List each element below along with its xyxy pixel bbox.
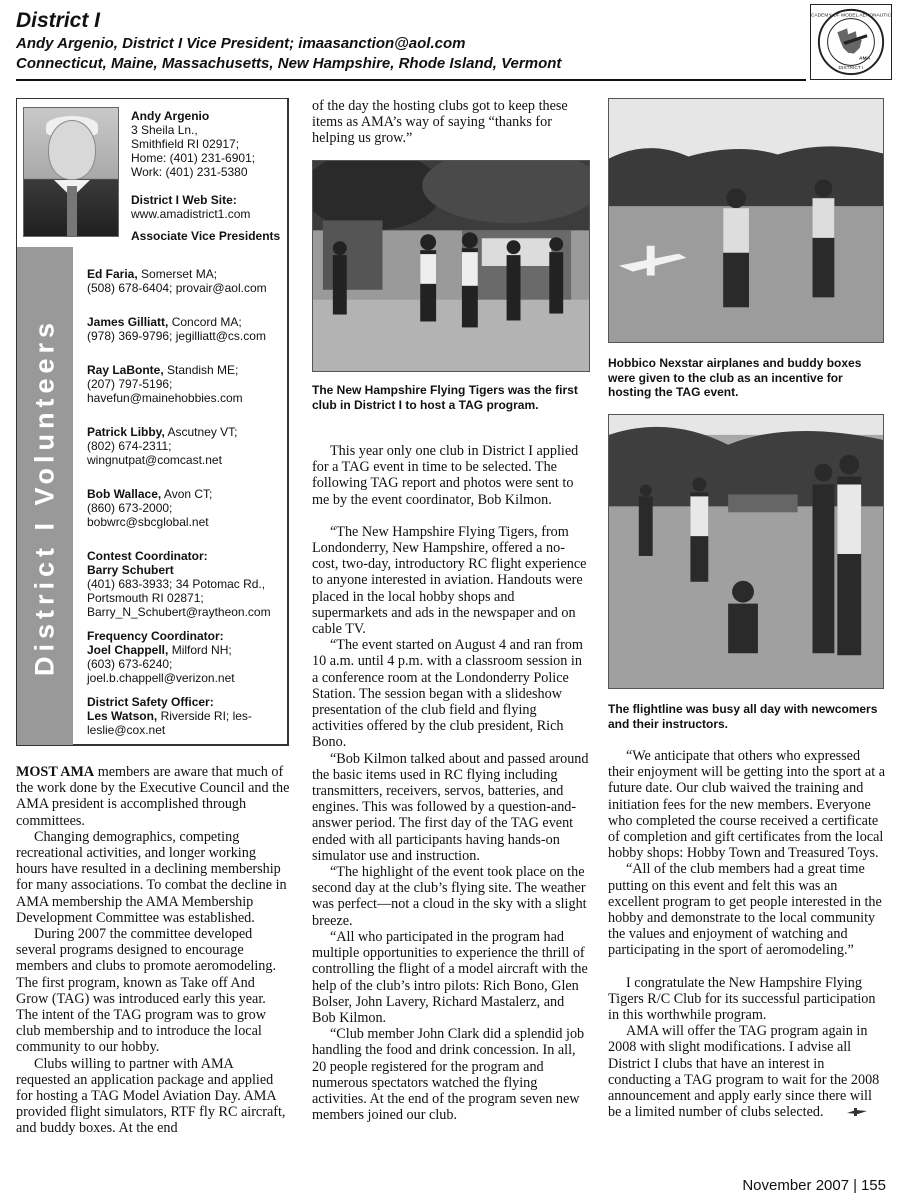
associate-entry: Patrick Libby, Ascutney VT; (802) 674-2311; wingnutpat@comcast.net [87, 425, 238, 467]
article-paragraph: I congratulate the New Hampshire Flying Tigers R/C Club for its successful participation in this worthwhile program. [608, 974, 876, 1024]
vp-contact-block [131, 109, 286, 243]
district-title: District I [16, 9, 101, 32]
article-paragraph: During 2007 the committee developed several programs designed to encourage members and clubs to promote aeromodeling. The first program, known as Take off And Grow (TAG) was introduced early this year. The intent of the TAG program was to grow club membership and to introduce the local community to our hobby. [16, 926, 277, 1056]
volunteers-vertical-title: District I Volunteers [29, 317, 60, 677]
article-paragraph: “All who participated in the program had multiple opportunities to experience the thrill of controlling the flight of a model aircraft with the help of the club’s intro pilots: Rich Bono, Glen Bolser, John Lavery, Richard Mastalerz, and Bob Kilmon. [312, 928, 588, 1026]
ama-seal-icon [811, 5, 891, 79]
article-paragraph: AMA will offer the TAG program again in 2008 with slight modifications. I advise all District I clubs that have an interest in conducting a TAG program to wait for the 2008 announcement and apply early since there will be a limited number of clubs selected. [608, 1023, 880, 1121]
article-column-2-top [312, 98, 588, 147]
states-line: Connecticut, Maine, Massachusetts, New Hampshire, Rhode Island, Vermont [16, 55, 562, 72]
photo-caption-3: The flightline was busy all day with newcomers and their instructors. [608, 702, 878, 731]
article-paragraph: “Club member John Clark did a splendid job handling the food and drink concession. In all, 20 people registered for the program and numerous spectators watched the flying activities. At the end of the program seven new members joined our club. [312, 1026, 585, 1124]
article-paragraph: “The event started on August 4 and ran from 10 a.m. until 4 p.m. with a classroom session in a conference room at the Londonderry Police Station. The session began with a slideshow presentation of the club field and flying activities offered by the club president, Rich Bono. [312, 637, 583, 751]
article-paragraph: This year only one club in District I applied for a TAG event in time to be selected. The following TAG report and photos were sent to me by the event coordinator, Bob Kilmon. [312, 443, 579, 508]
ama-district-logo [810, 4, 892, 80]
svg-text:DISTRICT I: DISTRICT I [838, 66, 864, 72]
article-paragraph: “Bob Kilmon talked about and passed around the basic items used in RC flying including transmitters, receivers, servos, batteries, and engines. This was followed by a question-and-answer period. The first day of the TAG event ended with all participants having hands-on simulator use and instruction. [312, 750, 589, 864]
associate-entry: Ray LaBonte, Standish ME; (207) 797-5196; havefun@mainehobbies.com [87, 363, 243, 405]
page-header [16, 8, 806, 74]
article-paragraph: of the day the hosting clubs got to keep these items as AMA’s way of saying “thanks for helping us grow.” [312, 98, 568, 147]
vp-address-line: Smithfield RI 02917; [131, 137, 240, 151]
vp-name: Andy Argenio [131, 109, 210, 123]
article-paragraph: Clubs willing to partner with AMA requested an application package and applied for hosting a TAG Model Aviation Day. AMA provided flight simulators, RTF fly RC aircraft, and buddy boxes. At the end [16, 1055, 286, 1137]
photo-caption-2: Hobbico Nexstar airplanes and buddy boxes were given to the club as an incentive for hosting the TAG event. [608, 356, 862, 399]
photo-club-group [312, 160, 590, 372]
article-paragraph: “We anticipate that others who expressed their enjoyment will be getting into the sport at a future date. Our club waived the training and initiation fees for the new members. Everyone who completed the course received a certificate of completion and gift certificates from the local hobby shops: Hobby Town and Treasured Toys. [608, 748, 885, 862]
page-footer: November 2007 | 155 [742, 1177, 886, 1194]
website-label: District I Web Site: [131, 193, 237, 207]
header-divider [16, 79, 806, 81]
issue-date: November 2007 [742, 1177, 850, 1194]
safety-officer: District Safety Officer: Les Watson, Riverside RI; les- leslie@cox.net [87, 695, 252, 737]
website-url[interactable]: www.amadistrict1.com [131, 207, 251, 221]
article-paragraph: “The highlight of the event took place on the second day at the club’s flying site. The weather was perfect—not a cloud in the sky with a slight breeze. [312, 864, 587, 929]
vice-president-line: Andy Argenio, District I Vice President; imaasanction@aol.com [16, 35, 466, 52]
photo-caption-1: The New Hampshire Flying Tigers was the first club in District I to host a TAG program. [312, 383, 578, 412]
end-mark-icon [828, 1105, 868, 1121]
article-paragraph: “The New Hampshire Flying Tigers, from Londonderry, New Hampshire, offered a no-cost, two-day, introductory RC flight experience to anyone interested in aviation. Handouts were placed in the local hobby shops and supermarkets and ads in the newspaper and on cable TV. [312, 523, 587, 638]
vp-phone-line: Work: (401) 231-5380 [131, 165, 248, 179]
svg-text:AMA: AMA [859, 56, 871, 62]
article-column-2 [312, 443, 590, 1123]
svg-text:ACADEMY OF MODEL AERONAUTICS: ACADEMY OF MODEL AERONAUTICS [811, 13, 891, 19]
page-number: 155 [860, 1177, 886, 1194]
vice-president-photo [23, 107, 119, 237]
contest-coordinator: Contest Coordinator: Barry Schubert (401) 683-3933; 34 Potomac Rd., Portsmouth RI 02871; Barry_N_Schubert@raytheon.com [87, 549, 271, 619]
article-column-3 [608, 748, 886, 1121]
associate-entry: Ed Faria, Somerset MA; (508) 678-6404; provair@aol.com [87, 267, 267, 295]
volunteers-sidebar [16, 98, 289, 746]
vp-address-line: 3 Sheila Ln., [131, 123, 198, 137]
article-paragraph: “All of the club members had a great time putting on this event and felt this was an excellent program to get people interested in the hobby and demonstrate to the local community the values and enjoyment of watching and participating in the sport of aeromodeling.” [608, 861, 882, 959]
associate-entry: Bob Wallace, Avon CT; (860) 673-2000; bobwrc@sbcglobal.net [87, 487, 213, 529]
frequency-coordinator: Frequency Coordinator: Joel Chappell, Milford NH; (603) 673-6240; joel.b.chappell@verizon.net [87, 629, 235, 685]
associates-label: Associate Vice Presidents [131, 229, 281, 243]
associates-list [87, 267, 287, 737]
vp-phone-line: Home: (401) 231-6901; [131, 151, 256, 165]
photo-nexstar-airplanes [608, 98, 884, 343]
article-paragraph: MOST AMA members are aware that much of the work done by the Executive Council and the AMA president is accomplished through committees. [16, 764, 290, 829]
article-paragraph: Changing demographics, competing recreational activities, and longer working hours have resulted in a declining membership for many associations. To combat the decline in AMA membership the AMA Membership Development Committee was established. [16, 828, 287, 926]
photo-flightline [608, 414, 884, 689]
article-column-1 [16, 764, 290, 1137]
associate-entry: James Gilliatt, Concord MA; (978) 369-9796; jegilliatt@cs.com [87, 315, 266, 343]
